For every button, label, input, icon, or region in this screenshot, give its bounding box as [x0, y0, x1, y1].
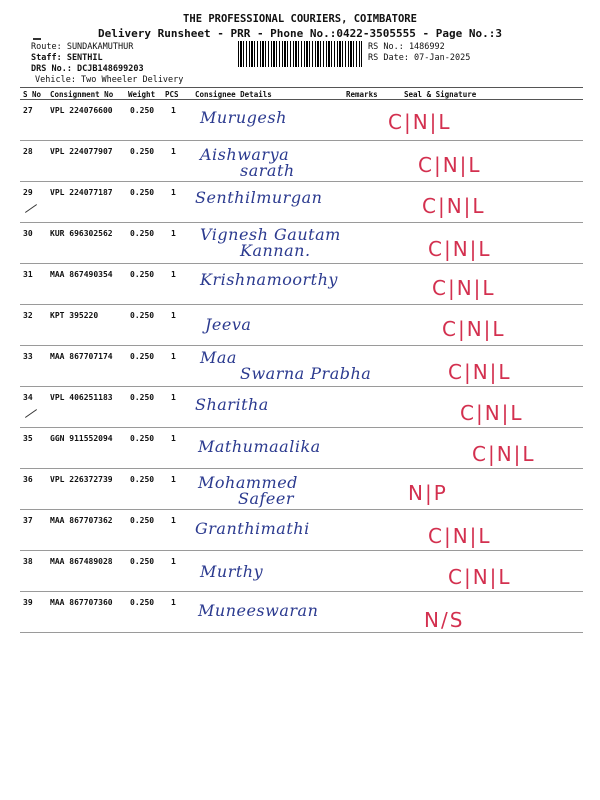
row-signature: C|N|L [448, 360, 512, 384]
row-sno: 27 [23, 106, 33, 115]
row-signature: C|N|L [428, 524, 492, 548]
row-consignee-name: Maa [200, 348, 237, 367]
barcode [238, 41, 362, 67]
row-consignee-name-line2: sarath [240, 161, 295, 180]
row-weight: 0.250 [130, 188, 155, 197]
table-row [20, 387, 583, 428]
row-sno: 37 [23, 516, 33, 525]
row-sno: 28 [23, 147, 33, 156]
row-consignment-no: GGN 911552094 [50, 434, 113, 443]
row-consignee-name: Mohammed [198, 473, 298, 492]
row-pcs: 1 [171, 557, 176, 566]
row-consignee-name-line2: Swarna Prabha [240, 364, 372, 383]
company-title: THE PROFESSIONAL COURIERS, COIMBATORE [183, 13, 417, 25]
row-consignee-name: Muneeswaran [198, 601, 319, 620]
table-row [20, 346, 583, 387]
row-pcs: 1 [171, 434, 176, 443]
route-label: Route: SUNDAKAMUTHUR [31, 42, 134, 52]
row-consignment-no: MAA 867489028 [50, 557, 113, 566]
staff-label: Staff: SENTHIL [31, 53, 103, 63]
row-consignee-name: Sharitha [195, 395, 269, 414]
row-weight: 0.250 [130, 147, 155, 156]
row-sno: 38 [23, 557, 33, 566]
row-weight: 0.250 [130, 516, 155, 525]
row-pcs: 1 [171, 352, 176, 361]
table-row [20, 141, 583, 182]
row-signature: C|N|L [472, 442, 536, 466]
col-sno: S No [23, 90, 42, 99]
row-consignment-no: VPL 224076600 [50, 106, 113, 115]
row-pcs: 1 [171, 188, 176, 197]
row-pcs: 1 [171, 598, 176, 607]
col-seal-signature: Seal & Signature [404, 90, 477, 99]
row-sno: 30 [23, 229, 33, 238]
row-consignment-no: KUR 696302562 [50, 229, 113, 238]
row-sno: 39 [23, 598, 33, 607]
row-consignee-name: Aishwarya [200, 145, 290, 164]
header-top-rule [20, 87, 583, 88]
row-consignee-name: Mathumaalika [198, 437, 321, 456]
row-consignee-name: Krishnamoorthy [200, 270, 338, 289]
row-weight: 0.250 [130, 311, 155, 320]
row-signature: C|N|L [418, 153, 482, 177]
row-sno: 31 [23, 270, 33, 279]
row-sno: 29 [23, 188, 33, 197]
row-signature: C|N|L [432, 276, 496, 300]
row-weight: 0.250 [130, 270, 155, 279]
table-row [20, 428, 583, 469]
row-weight: 0.250 [130, 434, 155, 443]
row-pcs: 1 [171, 393, 176, 402]
row-pcs: 1 [171, 106, 176, 115]
row-sno: 34 [23, 393, 33, 402]
row-signature: N|P [408, 481, 448, 505]
pen-tick-mark [25, 204, 37, 213]
row-consignment-no: MAA 867707362 [50, 516, 113, 525]
col-consignment: Consignment No [50, 90, 114, 99]
table-row [20, 551, 583, 592]
drs-number: DRS No.: DCJB148699203 [31, 64, 144, 74]
row-pcs: 1 [171, 229, 176, 238]
row-pcs: 1 [171, 147, 176, 156]
row-signature: C|N|L [388, 110, 452, 134]
table-row [20, 592, 583, 633]
vehicle-label: Vehicle: Two Wheeler Delivery [35, 75, 184, 85]
table-row [20, 469, 583, 510]
row-sno: 35 [23, 434, 33, 443]
row-weight: 0.250 [130, 229, 155, 238]
row-weight: 0.250 [130, 475, 155, 484]
table-row [20, 510, 583, 551]
row-signature: C|N|L [448, 565, 512, 589]
row-weight: 0.250 [130, 352, 155, 361]
row-consignee-name: Vignesh Gautam [200, 225, 341, 244]
row-consignee-name: Jeeva [205, 315, 252, 334]
row-consignment-no: VPL 226372739 [50, 475, 113, 484]
col-weight: Weight [128, 90, 156, 99]
row-pcs: 1 [171, 270, 176, 279]
row-consignment-no: KPT 395220 [50, 311, 99, 320]
row-consignment-no: VPL 406251183 [50, 393, 113, 402]
row-signature: C|N|L [442, 317, 506, 341]
col-consignee: Consignee Details [195, 90, 272, 99]
row-sno: 32 [23, 311, 33, 320]
row-consignee-name: Senthilmurgan [195, 188, 323, 207]
row-signature: N/S [424, 608, 465, 632]
row-sno: 33 [23, 352, 33, 361]
row-divider [20, 632, 583, 633]
row-consignment-no: MAA 867707174 [50, 352, 113, 361]
row-weight: 0.250 [130, 557, 155, 566]
table-row [20, 223, 583, 264]
row-weight: 0.250 [130, 598, 155, 607]
row-consignee-name-line2: Kannan. [240, 241, 311, 260]
table-row [20, 305, 583, 346]
pen-tick-mark [25, 409, 37, 418]
col-pcs: PCS [165, 90, 179, 99]
runsheet-subtitle: Delivery Runsheet - PRR - Phone No.:0422-3505555 - Page No.:3 [98, 27, 502, 40]
row-pcs: 1 [171, 311, 176, 320]
row-consignee-name: Murugesh [200, 108, 287, 127]
rs-number: RS No.: 1486992 [368, 42, 445, 52]
row-consignment-no: MAA 867490354 [50, 270, 113, 279]
row-weight: 0.250 [130, 106, 155, 115]
row-consignment-no: MAA 867707360 [50, 598, 113, 607]
row-weight: 0.250 [130, 393, 155, 402]
row-signature: C|N|L [422, 194, 486, 218]
row-consignee-name-line2: Safeer [238, 489, 295, 508]
row-consignee-name: Granthimathi [195, 519, 310, 538]
table-row [20, 264, 583, 305]
table-row [20, 182, 583, 223]
row-pcs: 1 [171, 475, 176, 484]
row-signature: C|N|L [460, 401, 524, 425]
row-signature: C|N|L [428, 237, 492, 261]
row-consignee-name: Murthy [200, 562, 264, 581]
table-row [20, 100, 583, 141]
row-pcs: 1 [171, 516, 176, 525]
row-sno: 36 [23, 475, 33, 484]
col-remarks: Remarks [346, 90, 378, 99]
row-consignment-no: VPL 224077907 [50, 147, 113, 156]
row-consignment-no: VPL 224077187 [50, 188, 113, 197]
rs-date: RS Date: 07-Jan-2025 [368, 53, 471, 63]
